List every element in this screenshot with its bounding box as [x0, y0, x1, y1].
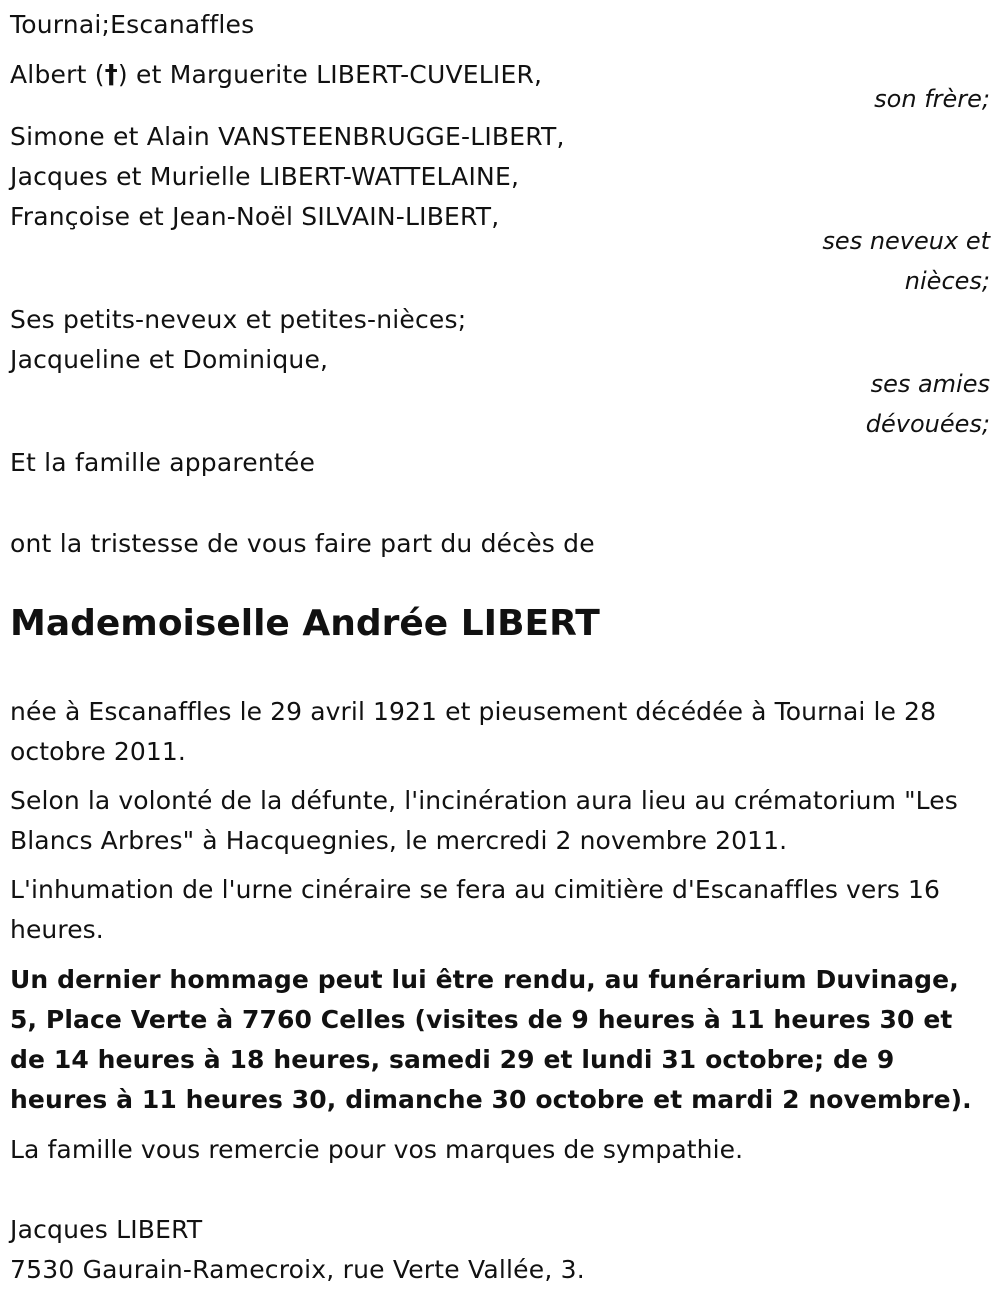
- brother-line-start: Albert (: [10, 60, 105, 89]
- deceased-name-title: Mademoiselle Andrée LIBERT: [10, 603, 600, 644]
- grand-nephews-line: Ses petits-neveux et petites-nièces;: [10, 305, 467, 334]
- thanks-paragraph: La famille vous remercie pour vos marques de sympathie.: [10, 1135, 744, 1164]
- place-header: Tournai;Escanaffles: [10, 10, 255, 39]
- nephew-line-3: Françoise et Jean-Noël SILVAIN-LIBERT,: [10, 202, 500, 231]
- friends-role-2: dévouées;: [865, 410, 990, 438]
- obituary-document: [10, 0, 990, 1304]
- nephew-line-2: Jacques et Murielle LIBERT-WATTELAINE,: [10, 162, 520, 191]
- contact-address: 7530 Gaurain-Ramecroix, rue Verte Vallée, 3.: [10, 1255, 585, 1284]
- nephews-role-1: ses neveux et: [822, 227, 990, 255]
- friends-role-1: ses amies: [870, 370, 990, 398]
- cremation-paragraph: Selon la volonté de la défunte, l'incinération aura lieu au crématorium "Les Blancs Arbres" à Hacquegnies, le mercredi 2 novembre 2011.: [10, 786, 958, 855]
- brother-line-end: ) et Marguerite LIBERT-CUVELIER,: [117, 60, 543, 89]
- announcement-intro: ont la tristesse de vous faire part du décès de: [10, 529, 595, 558]
- nephews-role-2: nièces;: [904, 267, 990, 295]
- birth-death-paragraph: née à Escanaffles le 29 avril 1921 et pieusement décédée à Tournai le 28 octobre 2011.: [10, 697, 937, 766]
- nephew-line-1: Simone et Alain VANSTEENBRUGGE-LIBERT,: [10, 122, 565, 151]
- deceased-cross-icon: †: [104, 60, 118, 90]
- brother-role: son frère;: [874, 85, 990, 113]
- friends-line: Jacqueline et Dominique,: [10, 345, 329, 374]
- extended-family-line: Et la famille apparentée: [10, 448, 316, 477]
- inhumation-paragraph: L'inhumation de l'urne cinéraire se fera au cimitière d'Escanaffles vers 16 heures.: [10, 875, 940, 944]
- visits-paragraph: Un dernier hommage peut lui être rendu, au funérarium Duvinage, 5, Place Verte à 7760 Celles (visites de 9 heures à 11 heures 30 et de 14 heures à 18 heures, samedi 29 et lundi 31 octobre; de 9 heures à 11 heures 30, dimanche 30 octobre et mardi 2 novembre).: [10, 965, 972, 1114]
- contact-name: Jacques LIBERT: [10, 1215, 203, 1244]
- brother-line: [10, 55, 542, 95]
